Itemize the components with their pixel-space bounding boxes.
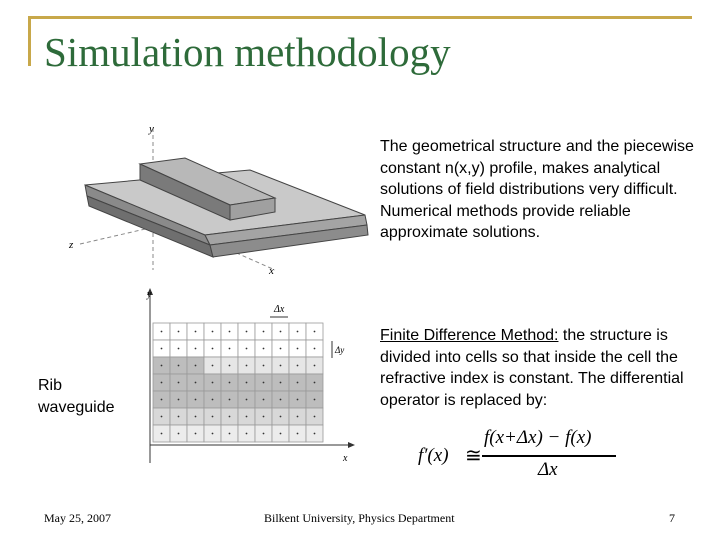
grid-node	[161, 399, 163, 401]
grid-node	[229, 416, 231, 418]
grid-node	[178, 365, 180, 367]
grid-node	[178, 433, 180, 435]
grid-node	[212, 416, 214, 418]
grid-node	[314, 365, 316, 367]
fraction-bar	[482, 455, 616, 457]
grid-node	[297, 331, 299, 333]
rib-waveguide-3d-figure	[55, 120, 370, 280]
grid-node	[212, 331, 214, 333]
grid-node	[297, 399, 299, 401]
grid-node	[178, 416, 180, 418]
grid-node	[161, 331, 163, 333]
dy-label: Δy	[335, 345, 345, 355]
grid-node	[297, 348, 299, 350]
footer-date: May 25, 2007	[44, 511, 111, 525]
grid-node	[229, 382, 231, 384]
footer-institution: Bilkent University, Physics Department	[264, 511, 455, 525]
axis-x-label: x	[269, 265, 274, 277]
grid-node	[246, 433, 248, 435]
grid-node	[229, 399, 231, 401]
grid-node	[263, 382, 265, 384]
grid-node	[178, 399, 180, 401]
finite-difference-grid-figure	[135, 285, 360, 465]
grid-node	[195, 365, 197, 367]
grid-node	[280, 331, 282, 333]
grid-node	[263, 399, 265, 401]
grid-node	[212, 433, 214, 435]
dx-label: Δx	[274, 304, 285, 315]
grid-node	[195, 348, 197, 350]
grid-node	[246, 348, 248, 350]
grid-node	[314, 433, 316, 435]
grid-node	[161, 382, 163, 384]
grid-node	[280, 399, 282, 401]
slide-title: Simulation methodology	[44, 29, 451, 75]
axis-z-label: z	[69, 239, 74, 251]
grid-node	[229, 331, 231, 333]
frame-left-line	[28, 16, 31, 66]
grid-node	[161, 365, 163, 367]
formula-numerator: f(x+Δx) − f(x)	[484, 427, 592, 448]
grid-node	[246, 382, 248, 384]
grid-node	[280, 365, 282, 367]
grid-node	[263, 365, 265, 367]
grid-node	[314, 382, 316, 384]
grid-node	[195, 433, 197, 435]
formula-approx: ≅	[465, 445, 482, 467]
grid-node	[280, 382, 282, 384]
grid-node	[280, 416, 282, 418]
grid-node	[263, 331, 265, 333]
grid-node	[212, 365, 214, 367]
grid-node	[195, 399, 197, 401]
grid-node	[229, 348, 231, 350]
fdm-body: the structure is divided into cells so that inside the cell the refractive index is constant. The differential operator is replaced by:	[380, 327, 684, 409]
grid-node	[297, 382, 299, 384]
grid-node	[246, 365, 248, 367]
grid-node	[195, 416, 197, 418]
rib-waveguide-label: Rib waveguide	[38, 377, 115, 416]
grid-node	[314, 331, 316, 333]
grid-node	[263, 416, 265, 418]
formula-lhs: f′(x)	[418, 445, 449, 466]
grid-node	[280, 433, 282, 435]
grid-node	[161, 433, 163, 435]
grid-node	[246, 331, 248, 333]
axis-y-label: y	[149, 123, 154, 135]
grid-node	[297, 433, 299, 435]
grid-node	[263, 348, 265, 350]
grid-node	[314, 399, 316, 401]
grid-node	[161, 416, 163, 418]
fdm-heading: Finite Difference Method:	[380, 327, 559, 344]
grid-node	[297, 365, 299, 367]
grid-node	[178, 331, 180, 333]
grid-node	[246, 399, 248, 401]
grid-node	[178, 382, 180, 384]
grid-node	[161, 348, 163, 350]
grid-node	[229, 365, 231, 367]
grid-node	[297, 416, 299, 418]
grid-node	[178, 348, 180, 350]
grid-node	[263, 433, 265, 435]
paragraph-geometry: The geometrical structure and the piecewise constant n(x,y) profile, makes analytical solutions of field distributions very difficult. Numerical methods provide reliable approximate solutions.	[380, 138, 694, 242]
grid-node	[280, 348, 282, 350]
grid-axis-y-label: y	[147, 289, 152, 300]
grid-node	[212, 399, 214, 401]
grid-cells	[153, 323, 323, 442]
grid-node	[314, 348, 316, 350]
slide-number: 7	[669, 511, 675, 525]
grid-node	[246, 416, 248, 418]
grid-node	[212, 348, 214, 350]
paragraph-fdm	[380, 325, 700, 411]
frame-top-line	[28, 16, 692, 19]
formula-denominator: Δx	[538, 459, 558, 480]
grid-node	[195, 331, 197, 333]
grid-node	[212, 382, 214, 384]
grid-node	[229, 433, 231, 435]
grid-axis-x-label: x	[343, 453, 348, 464]
grid-node	[195, 382, 197, 384]
difference-formula	[418, 425, 628, 485]
grid-node	[314, 416, 316, 418]
